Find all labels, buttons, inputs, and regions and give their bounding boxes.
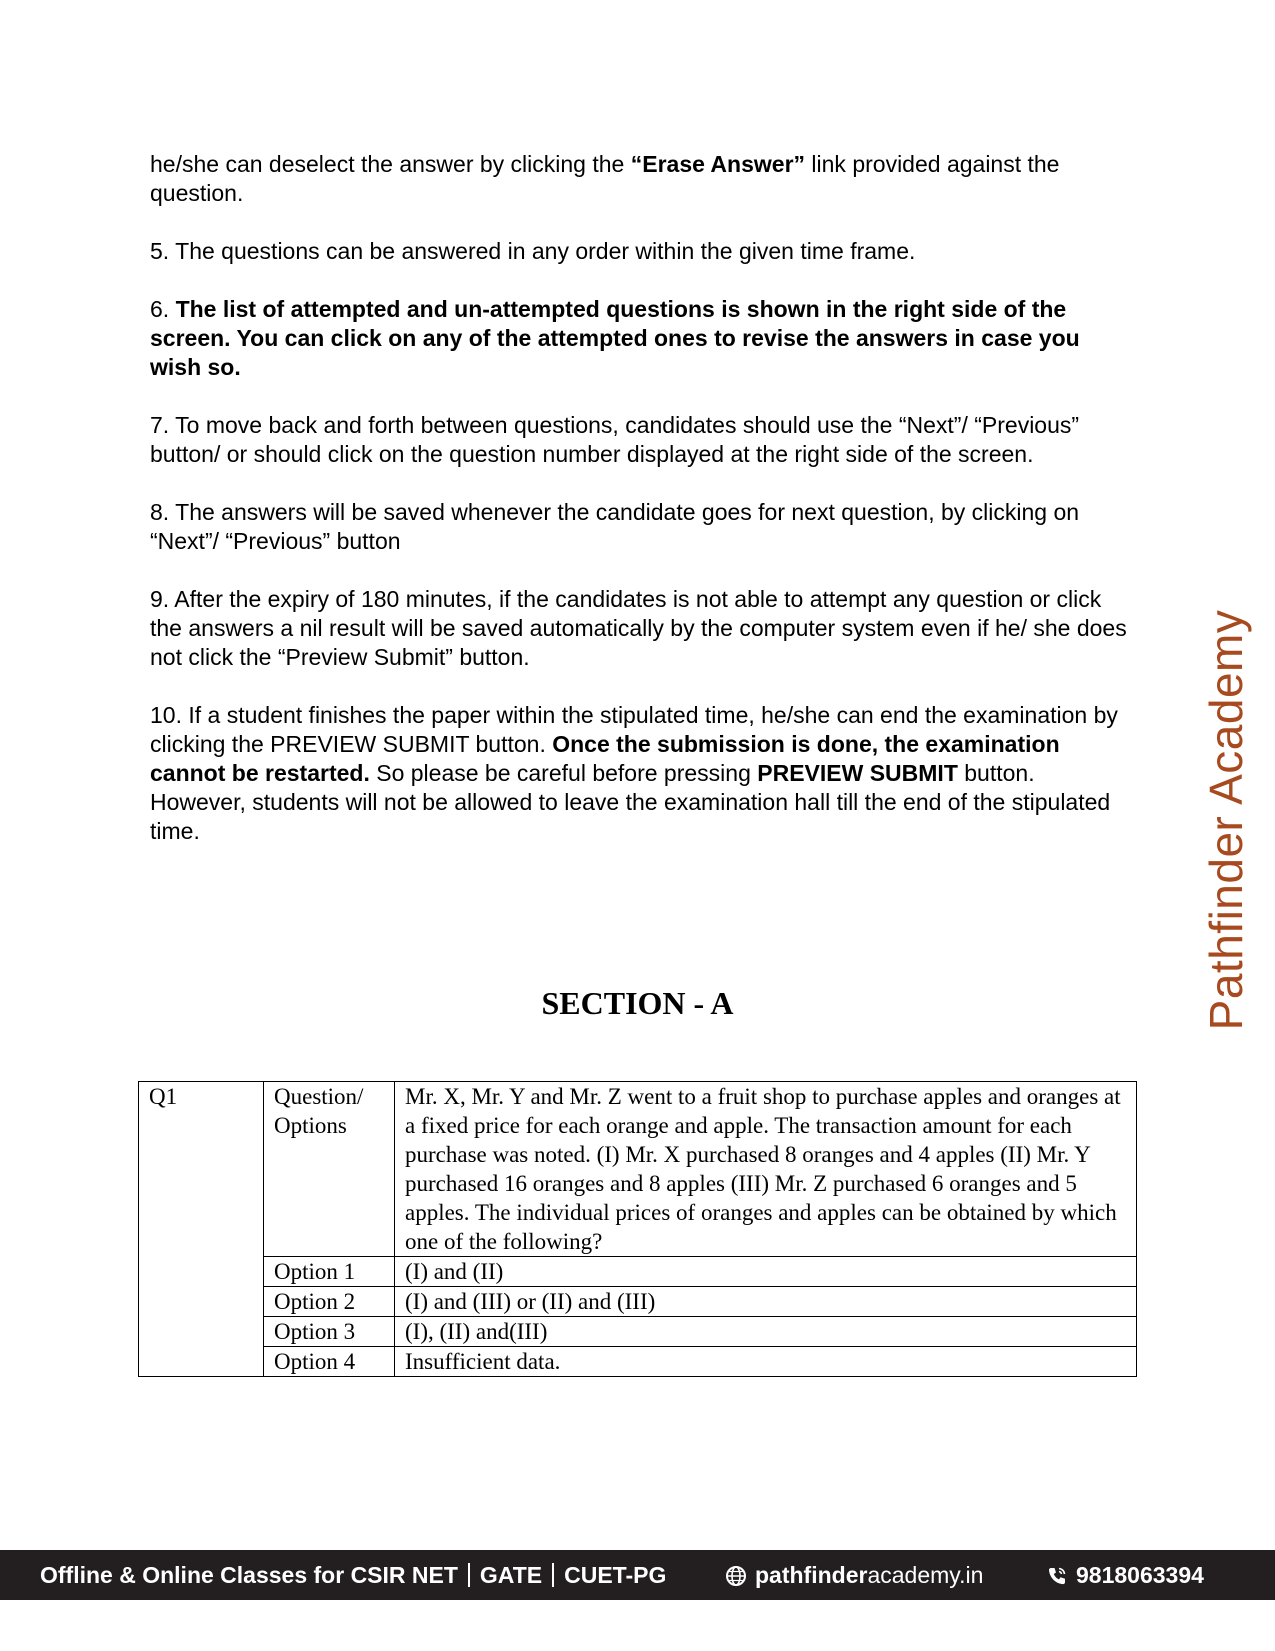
option-text: (I), (II) and(III): [395, 1317, 1137, 1347]
option-row: [139, 1287, 1137, 1317]
divider: [552, 1563, 554, 1587]
option-text: (I) and (III) or (II) and (III): [395, 1287, 1137, 1317]
instruction-continued: he/she can deselect the answer by clicking the “Erase Answer” link provided against the question.: [150, 151, 1060, 206]
watermark: Pathfinder Academy: [1200, 609, 1252, 1031]
option-row: [139, 1317, 1137, 1347]
option-row: [139, 1257, 1137, 1287]
question-row: [139, 1082, 1137, 1257]
section-title: SECTION - A: [541, 985, 734, 1021]
footer-phone[interactable]: 9818063394: [1046, 1562, 1204, 1589]
instruction-7: 7. To move back and forth between questions, candidates should use the “Next”/ “Previous” button/ or should click on the question number displayed at the right side of the screen.: [150, 412, 1080, 467]
instruction-6: 6. The list of attempted and un-attempted questions is shown in the right side of the screen. You can click on any of the attempted ones to revise the answers in case you wish so.: [150, 296, 1080, 380]
globe-icon: [725, 1565, 747, 1587]
question-label: Question/ Options: [264, 1082, 395, 1257]
option-text: (I) and (II): [395, 1257, 1137, 1287]
footer-website[interactable]: pathfinderacademy.in: [725, 1562, 983, 1589]
option-text: Insufficient data.: [395, 1347, 1137, 1377]
question-text: Mr. X, Mr. Y and Mr. Z went to a fruit shop to purchase apples and oranges at a fixed price for each orange and apple. The transaction amount for each purchase was noted. (I) Mr. X purchased 8 oranges and 4 apples (II) Mr. Y purchased 16 oranges and 8 apples (III) Mr. Z purchased 6 oranges and 5 apples. The individual prices of oranges and apples can be obtained by which one of the following?: [395, 1082, 1137, 1257]
instruction-5: 5. The questions can be answered in any order within the given time frame.: [150, 238, 916, 264]
option-row: [139, 1347, 1137, 1377]
option-label: Option 3: [264, 1317, 395, 1347]
footer-banner: [0, 1550, 1275, 1600]
footer-classes: Offline & Online Classes for CSIR NET GATE CUET-PG: [40, 1562, 667, 1588]
instruction-9: 9. After the expiry of 180 minutes, if the candidates is not able to attempt any question or click the answers a nil result will be saved automatically by the computer system even if he/ she does not click the “Preview Submit” button.: [150, 586, 1127, 670]
instructions: [150, 150, 1130, 875]
phone-icon: [1046, 1565, 1068, 1587]
question-number: Q1: [139, 1082, 264, 1377]
divider: [468, 1563, 470, 1587]
question-table: [138, 1081, 1137, 1377]
instruction-10: 10. If a student finishes the paper within the stipulated time, he/she can end the examination by clicking the PREVIEW SUBMIT button. Once the submission is done, the examination cannot be restarted. So please be careful before pressing PREVIEW SUBMIT button. However, students will not be allowed to leave the examination hall till the end of the stipulated time.: [150, 702, 1118, 844]
option-label: Option 1: [264, 1257, 395, 1287]
option-label: Option 2: [264, 1287, 395, 1317]
option-label: Option 4: [264, 1347, 395, 1377]
instruction-8: 8. The answers will be saved whenever the candidate goes for next question, by clicking on “Next”/ “Previous” button: [150, 499, 1080, 554]
